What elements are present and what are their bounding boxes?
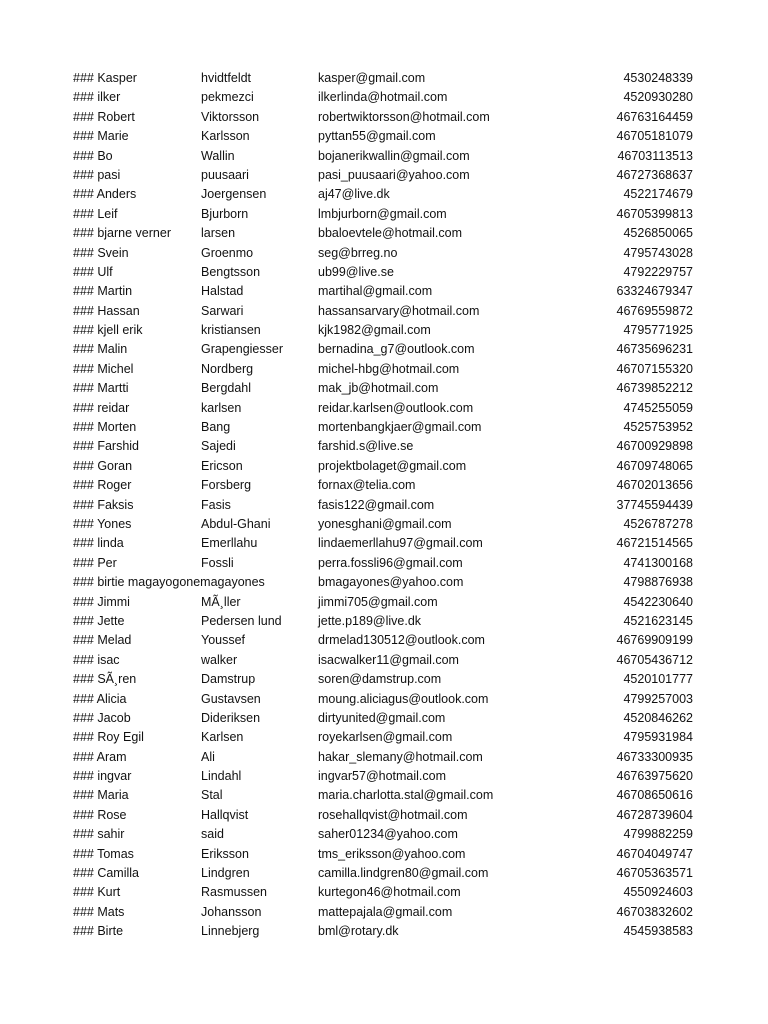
phone-cell: 46769559872 [616, 303, 693, 318]
first-name-cell: ### ingvar [73, 769, 132, 784]
email-cell: dirtyunited@gmail.com [318, 710, 446, 725]
first-name-cell: ### Hassan [73, 303, 140, 318]
email-cell: farshid.s@live.se [318, 439, 414, 454]
last-name-cell: Bengtsson [201, 264, 261, 279]
phone-cell: 4799882259 [623, 827, 693, 842]
last-name-cell: Johansson [201, 904, 262, 919]
first-name-cell: ### Michel [73, 361, 134, 376]
first-name-cell: ### Roger [73, 478, 132, 493]
table-row [0, 457, 768, 476]
table-row [0, 399, 768, 418]
phone-cell: 46708650616 [616, 788, 693, 803]
phone-cell: 46705399813 [616, 206, 693, 221]
first-name-cell: ### Robert [73, 109, 135, 124]
email-cell: mak_jb@hotmail.com [318, 381, 439, 396]
last-name-cell: Grapengiesser [201, 342, 283, 357]
last-name-cell: Fasis [201, 497, 231, 512]
table-row [0, 709, 768, 728]
last-name-cell: walker [201, 652, 238, 667]
first-name-cell: ### Ulf [73, 264, 113, 279]
first-name-cell: ### Maria [73, 788, 129, 803]
last-name-cell: puusaari [201, 167, 249, 182]
table-row [0, 593, 768, 612]
email-cell: drmelad130512@outlook.com [318, 633, 485, 648]
first-name-cell: ### Jimmi [73, 594, 130, 609]
last-name-cell: Bergdahl [201, 381, 252, 396]
first-name-cell: ### Kurt [73, 885, 121, 900]
first-name-cell: ### Birte [73, 924, 124, 939]
first-name-cell: ### Tomas [73, 846, 134, 861]
phone-cell: 4520101777 [623, 672, 693, 687]
table-row [0, 651, 768, 670]
email-cell: seg@brreg.no [318, 245, 398, 260]
table-row [0, 360, 768, 379]
email-cell: royekarlsen@gmail.com [318, 730, 453, 745]
table-row [0, 534, 768, 553]
email-cell: fornax@telia.com [318, 478, 416, 493]
table-row [0, 806, 768, 825]
phone-cell: 46707155320 [616, 361, 693, 376]
phone-cell: 63324679347 [616, 284, 693, 299]
last-name-cell: Sarwari [201, 303, 244, 318]
last-name-cell: Sajedi [201, 439, 236, 454]
first-name-cell: ### Kasper [73, 71, 137, 85]
phone-cell: 4792229757 [623, 264, 693, 279]
phone-cell: 46739852212 [616, 381, 693, 396]
table-row [0, 883, 768, 902]
phone-cell: 4520846262 [623, 710, 693, 725]
email-cell: ub99@live.se [318, 264, 394, 279]
table-row [0, 573, 768, 592]
last-name-cell: Fossli [201, 555, 234, 570]
first-name-cell: ### Faksis [73, 497, 134, 512]
email-cell: jimmi705@gmail.com [318, 594, 438, 609]
first-name-cell: ### Morten [73, 420, 137, 435]
first-name-cell: ### Martti [73, 381, 129, 396]
last-name-cell: Gustavsen [201, 691, 261, 706]
first-name-cell: ### Martin [73, 284, 133, 299]
first-name-cell: ### Svein [73, 245, 129, 260]
email-cell: bml@rotary.dk [318, 924, 399, 939]
table-row [0, 340, 768, 359]
email-cell: saher01234@yahoo.com [318, 827, 458, 842]
table-row [0, 554, 768, 573]
table-row [0, 612, 768, 631]
email-cell: camilla.lindgren80@gmail.com [318, 866, 489, 881]
last-name-cell: karlsen [201, 400, 242, 415]
first-name-cell: ### Aram [73, 749, 127, 764]
last-name-cell: Abdul-Ghani [201, 516, 271, 531]
last-name-cell: Eriksson [201, 846, 249, 861]
last-name-cell: Damstrup [201, 672, 256, 687]
phone-cell: 4741300168 [623, 555, 693, 570]
first-name-cell: ### Mats [73, 904, 125, 919]
last-name-cell: Halstad [201, 284, 244, 299]
first-name-cell: ### Camilla [73, 866, 140, 881]
email-cell: kasper@gmail.com [318, 71, 426, 85]
last-name-cell: Karlsson [201, 129, 250, 144]
last-name-cell: Forsberg [201, 478, 252, 493]
first-name-cell: ### Melad [73, 633, 132, 648]
last-name-cell: Karlsen [201, 730, 244, 745]
first-name-cell: ### Per [73, 555, 117, 570]
last-name-cell: Lindgren [201, 866, 250, 881]
first-name-cell: ### ilker [73, 90, 121, 105]
table-row [0, 786, 768, 805]
last-name-cell: Linnebjerg [201, 924, 260, 939]
phone-cell: 46703832602 [616, 904, 693, 919]
phone-cell: 4526850065 [623, 226, 693, 241]
first-name-cell: ### Bo [73, 148, 113, 163]
table-row [0, 69, 768, 88]
first-name-cell: ### Malin [73, 342, 128, 357]
first-name-cell: ### SÃ¸ren [73, 672, 137, 687]
first-name-cell: ### Marie [73, 129, 129, 144]
email-cell: bmagayones@yahoo.com [318, 575, 464, 590]
last-name-cell: Ali [201, 749, 215, 764]
table-row [0, 302, 768, 321]
first-name-cell: ### Leif [73, 206, 118, 221]
phone-cell: 4798876938 [623, 575, 693, 590]
first-name-cell: ### birtie magayogonemagayones [73, 575, 265, 590]
last-name-cell: Rasmussen [201, 885, 267, 900]
email-cell: bojanerikwallin@gmail.com [318, 148, 470, 163]
first-name-cell: ### Jette [73, 613, 125, 628]
email-cell: lindaemerllahu97@gmail.com [318, 536, 483, 551]
table-row [0, 922, 768, 941]
table-row [0, 670, 768, 689]
first-name-cell: ### Roy Egil [73, 730, 144, 745]
table-row [0, 418, 768, 437]
first-name-cell: ### sahir [73, 827, 125, 842]
last-name-cell: pekmezci [201, 90, 254, 105]
email-cell: mattepajala@gmail.com [318, 904, 453, 919]
email-cell: reidar.karlsen@outlook.com [318, 400, 474, 415]
email-cell: bernadina_g7@outlook.com [318, 342, 475, 357]
email-cell: tms_eriksson@yahoo.com [318, 846, 466, 861]
first-name-cell: ### reidar [73, 400, 130, 415]
phone-cell: 46709748065 [616, 458, 693, 473]
phone-cell: 4795771925 [623, 323, 693, 338]
email-cell: bbaloevtele@hotmail.com [318, 226, 463, 241]
email-cell: fasis122@gmail.com [318, 497, 435, 512]
table-row [0, 903, 768, 922]
contact-table [0, 69, 768, 942]
table-row [0, 515, 768, 534]
first-name-cell: ### isac [73, 652, 120, 667]
table-row [0, 476, 768, 495]
email-cell: hassansarvary@hotmail.com [318, 303, 480, 318]
table-row [0, 728, 768, 747]
phone-cell: 46733300935 [616, 749, 693, 764]
table-row [0, 244, 768, 263]
email-cell: moung.aliciagus@outlook.com [318, 691, 489, 706]
last-name-cell: Stal [201, 788, 223, 803]
phone-cell: 46735696231 [616, 342, 693, 357]
last-name-cell: Dideriksen [201, 710, 261, 725]
email-cell: robertwiktorsson@hotmail.com [318, 109, 490, 124]
first-name-cell: ### Anders [73, 187, 137, 202]
first-name-cell: ### Farshid [73, 439, 140, 454]
email-cell: ilkerlinda@hotmail.com [318, 90, 448, 105]
phone-cell: 46705436712 [616, 652, 693, 667]
first-name-cell: ### bjarne verner [73, 226, 171, 241]
last-name-cell: Bjurborn [201, 206, 249, 221]
first-name-cell: ### Goran [73, 458, 133, 473]
email-cell: isacwalker11@gmail.com [318, 652, 459, 667]
last-name-cell: Nordberg [201, 361, 254, 376]
table-row [0, 147, 768, 166]
phone-cell: 46703113513 [617, 148, 693, 163]
table-row [0, 748, 768, 767]
email-cell: rosehallqvist@hotmail.com [318, 807, 468, 822]
table-row [0, 282, 768, 301]
phone-cell: 4795931984 [623, 730, 693, 745]
phone-cell: 46763164459 [616, 109, 693, 124]
phone-cell: 4795743028 [623, 245, 693, 260]
table-row [0, 437, 768, 456]
email-cell: lmbjurborn@gmail.com [318, 206, 447, 221]
first-name-cell: ### Yones [73, 516, 132, 531]
phone-cell: 46727368637 [616, 167, 693, 182]
phone-cell: 46700929898 [616, 439, 693, 454]
phone-cell: 4542230640 [623, 594, 693, 609]
last-name-cell: Pedersen lund [201, 613, 282, 628]
last-name-cell: MÃ¸ller [201, 594, 241, 609]
first-name-cell: ### pasi [73, 167, 121, 182]
last-name-cell: hvidtfeldt [201, 71, 252, 85]
phone-cell: 4550924603 [623, 885, 693, 900]
phone-cell: 46728739604 [616, 807, 693, 822]
email-cell: jette.p189@live.dk [318, 613, 422, 628]
phone-cell: 4521623145 [623, 613, 693, 628]
last-name-cell: Hallqvist [201, 807, 249, 822]
table-row [0, 185, 768, 204]
table-row [0, 845, 768, 864]
email-cell: aj47@live.dk [318, 187, 390, 202]
table-row [0, 767, 768, 786]
phone-cell: 46763975620 [616, 769, 693, 784]
email-cell: hakar_slemany@hotmail.com [318, 749, 483, 764]
first-name-cell: ### linda [73, 536, 124, 551]
phone-cell: 46705181079 [616, 129, 693, 144]
email-cell: pasi_puusaari@yahoo.com [318, 167, 470, 182]
phone-cell: 46721514565 [616, 536, 693, 551]
phone-cell: 46769909199 [616, 633, 693, 648]
table-row [0, 224, 768, 243]
table-row [0, 496, 768, 515]
phone-cell: 4545938583 [623, 924, 693, 939]
last-name-cell: Viktorsson [201, 109, 260, 124]
email-cell: martihal@gmail.com [318, 284, 433, 299]
last-name-cell: said [201, 827, 224, 842]
last-name-cell: Emerllahu [201, 536, 258, 551]
table-row [0, 631, 768, 650]
table-row [0, 205, 768, 224]
email-cell: mortenbangkjaer@gmail.com [318, 420, 482, 435]
first-name-cell: ### Alicia [73, 691, 127, 706]
email-cell: ingvar57@hotmail.com [318, 769, 447, 784]
email-cell: michel-hbg@hotmail.com [318, 361, 460, 376]
table-row [0, 108, 768, 127]
last-name-cell: Wallin [201, 148, 235, 163]
phone-cell: 4525753952 [623, 420, 693, 435]
table-row [0, 825, 768, 844]
phone-cell: 4520930280 [623, 90, 693, 105]
email-cell: perra.fossli96@gmail.com [318, 555, 463, 570]
first-name-cell: ### Jacob [73, 710, 131, 725]
last-name-cell: Joergensen [201, 187, 267, 202]
phone-cell: 46702013656 [616, 478, 693, 493]
phone-cell: 4745255059 [623, 400, 693, 415]
first-name-cell: ### kjell erik [73, 323, 143, 338]
phone-cell: 4526787278 [623, 516, 693, 531]
email-cell: kjk1982@gmail.com [318, 323, 431, 338]
last-name-cell: larsen [201, 226, 236, 241]
last-name-cell: kristiansen [201, 323, 261, 338]
phone-cell: 4530248339 [623, 71, 693, 85]
last-name-cell: Youssef [201, 633, 246, 648]
table-row [0, 88, 768, 107]
email-cell: projektbolaget@gmail.com [318, 458, 467, 473]
phone-cell: 46705363571 [616, 866, 693, 881]
last-name-cell: Lindahl [201, 769, 242, 784]
table-row [0, 321, 768, 340]
email-cell: kurtegon46@hotmail.com [318, 885, 461, 900]
email-cell: yonesghani@gmail.com [318, 516, 452, 531]
phone-cell: 37745594439 [616, 497, 693, 512]
table-row [0, 379, 768, 398]
table-row [0, 864, 768, 883]
phone-cell: 46704049747 [616, 846, 693, 861]
last-name-cell: Bang [201, 420, 231, 435]
first-name-cell: ### Rose [73, 807, 127, 822]
table-row [0, 263, 768, 282]
email-cell: maria.charlotta.stal@gmail.com [318, 788, 494, 803]
phone-cell: 4799257003 [623, 691, 693, 706]
last-name-cell: Ericson [201, 458, 243, 473]
last-name-cell: Groenmo [201, 245, 254, 260]
table-row [0, 166, 768, 185]
email-cell: soren@damstrup.com [318, 672, 442, 687]
email-cell: pyttan55@gmail.com [318, 129, 436, 144]
table-row [0, 127, 768, 146]
phone-cell: 4522174679 [623, 187, 693, 202]
table-row [0, 690, 768, 709]
